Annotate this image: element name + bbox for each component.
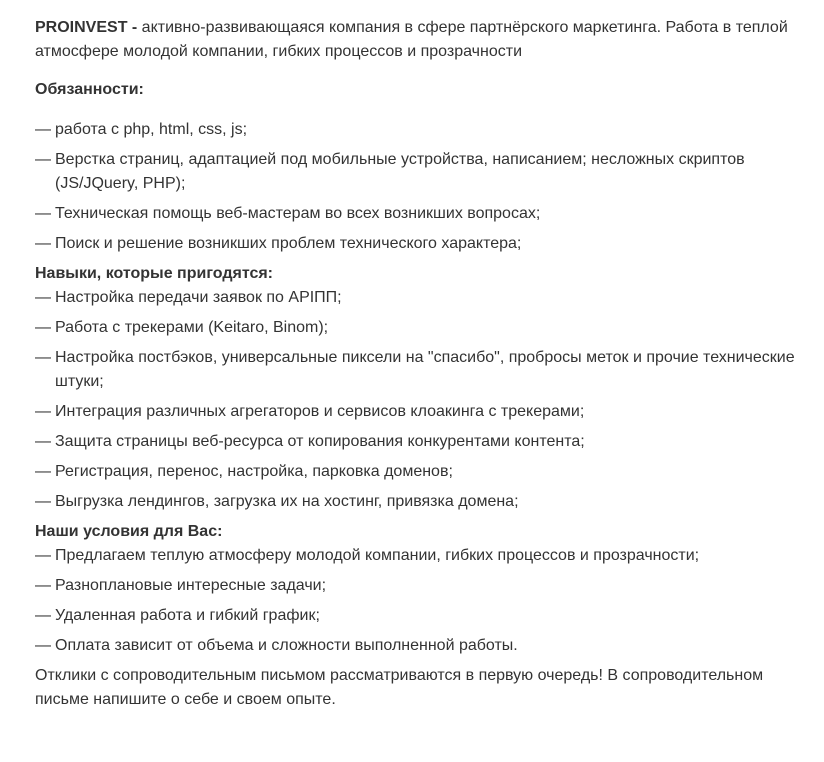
list-item xyxy=(35,286,802,310)
list-item xyxy=(35,544,802,568)
dash-marker: — xyxy=(35,235,51,252)
dash-marker: — xyxy=(35,493,51,510)
list-item-text: Работа с трекерами (Keitaro, Binom); xyxy=(55,319,329,336)
list-item xyxy=(35,400,802,424)
list-item xyxy=(35,430,802,454)
dash-marker: — xyxy=(35,349,51,366)
list-item xyxy=(35,316,802,340)
dash-marker: — xyxy=(35,121,51,138)
responsibilities-list xyxy=(35,118,802,256)
conditions-list xyxy=(35,544,802,658)
dash-marker: — xyxy=(35,319,51,336)
list-item xyxy=(35,490,802,514)
skills-title: Навыки, которые пригодятся: xyxy=(35,265,274,282)
list-item-text: Удаленная работа и гибкий график; xyxy=(55,607,320,624)
dash-marker: — xyxy=(35,433,51,450)
list-item xyxy=(35,148,802,196)
dash-marker: — xyxy=(35,403,51,420)
intro-paragraph xyxy=(35,16,802,64)
list-item-text: Регистрация, перенос, настройка, парковка доменов; xyxy=(55,463,453,480)
list-item-text: Техническая помощь веб-мастерам во всех возникших вопросах; xyxy=(55,205,541,222)
dash-marker: — xyxy=(35,205,51,222)
list-item-text: Поиск и решение возникших проблем технического характера; xyxy=(55,235,522,252)
list-item xyxy=(35,574,802,598)
dash-marker: — xyxy=(35,151,51,168)
list-item xyxy=(35,460,802,484)
closing-paragraph: Отклики с сопроводительным письмом рассматриваются в первую очередь! В сопроводительном письме напишите о себе и своем опыте. xyxy=(35,667,764,708)
dash-marker: — xyxy=(35,289,51,306)
dash-marker: — xyxy=(35,607,51,624)
list-item-text: Выгрузка лендингов, загрузка их на хостинг, привязка домена; xyxy=(55,493,519,510)
responsibilities-title: Обязанности: xyxy=(35,81,144,98)
list-item-text: Оплата зависит от объема и сложности выполненной работы. xyxy=(55,637,518,654)
list-item xyxy=(35,202,802,226)
skills-list xyxy=(35,286,802,514)
list-item xyxy=(35,118,802,142)
list-item-text: работа с php, html, css, js; xyxy=(55,121,248,138)
list-item-text: Верстка страниц, адаптацией под мобильные устройства, написанием; несложных скриптов (JS/JQuery, PHP); xyxy=(55,151,745,192)
dash-marker: — xyxy=(35,577,51,594)
list-item-text: Предлагаем теплую атмосферу молодой компании, гибких процессов и прозрачности; xyxy=(55,547,700,564)
list-item xyxy=(35,604,802,628)
dash-marker: — xyxy=(35,547,51,564)
dash-marker: — xyxy=(35,463,51,480)
dash-marker: — xyxy=(35,637,51,654)
list-item xyxy=(35,634,802,658)
company-name: PROINVEST - xyxy=(35,19,138,36)
list-item-text: Интеграция различных агрегаторов и сервисов клоакинга с трекерами; xyxy=(55,403,585,420)
intro-text: активно-развивающаяся компания в сфере партнёрского маркетинга. Работа в теплой атмосфере молодой компании, гибких процессов и прозрачности xyxy=(35,19,788,60)
list-item-text: Разноплановые интересные задачи; xyxy=(55,577,327,594)
list-item xyxy=(35,232,802,256)
list-item xyxy=(35,346,802,394)
list-item-text: Настройка передачи заявок по APIПП; xyxy=(55,289,342,306)
list-item-text: Настройка постбэков, универсальные пиксели на "спасибо", пробросы меток и прочие технические штуки; xyxy=(55,349,795,390)
conditions-title: Наши условия для Вас: xyxy=(35,523,223,540)
list-item-text: Защита страницы веб-ресурса от копирования конкурентами контента; xyxy=(55,433,585,450)
